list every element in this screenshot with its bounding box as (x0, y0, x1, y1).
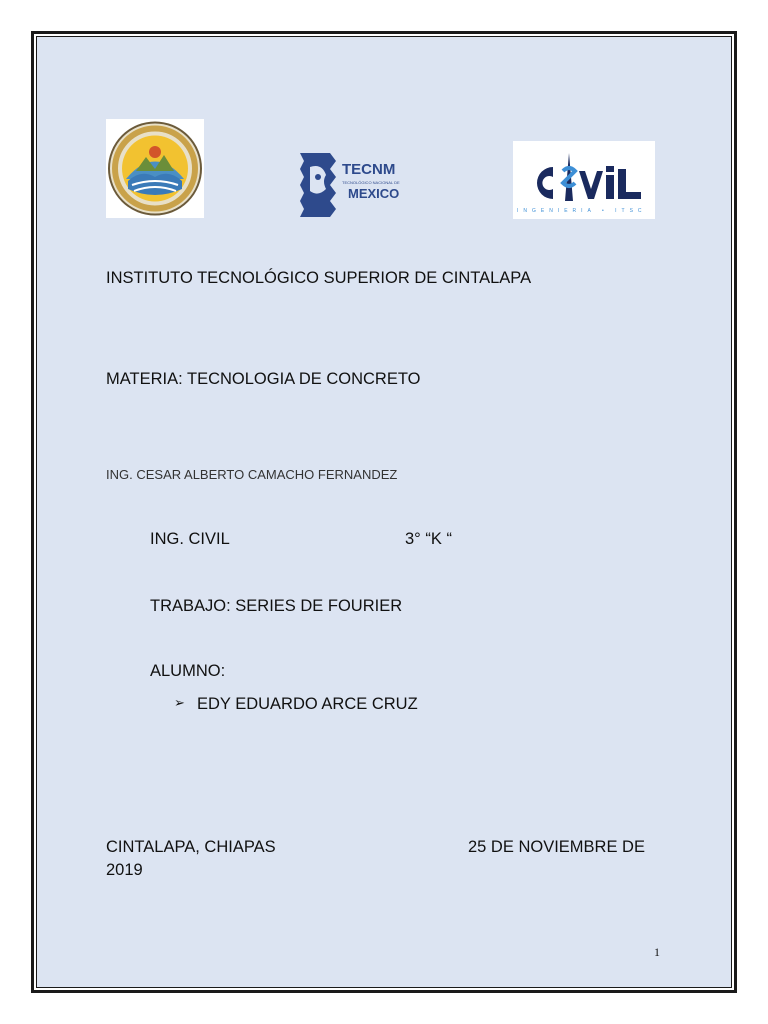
career-label: ING. CIVIL (150, 530, 230, 548)
civil-tagline: INGENIERÍA • ITSC (517, 208, 647, 214)
student-label: ALUMNO: (150, 662, 226, 680)
tecnm-title: TECNM (342, 161, 396, 178)
civil-logo (513, 141, 655, 219)
teacher-name: ING. CESAR ALBERTO CAMACHO FERNANDEZ (106, 467, 398, 482)
place-label: CINTALAPA, CHIAPAS (106, 838, 276, 856)
student-name: EDY EDUARDO ARCE CRUZ (197, 695, 418, 713)
tecnm-subtitle: TECNOLÓGICO NACIONAL DE (342, 180, 400, 185)
work-title: TRABAJO: SERIES DE FOURIER (150, 597, 403, 615)
date-year: 2019 (106, 861, 143, 879)
page-number: 1 (654, 945, 660, 959)
institute-name: INSTITUTO TECNOLÓGICO SUPERIOR DE CINTALAPA (106, 269, 532, 287)
tecnm-country: MEXICO (348, 186, 400, 201)
date-label: 25 DE NOVIEMBRE DE (468, 838, 645, 856)
group-label: 3° “K “ (405, 530, 452, 548)
instituto-seal-logo (106, 119, 204, 218)
student-bullet-icon: ➢ (174, 696, 185, 711)
tecnm-logo (296, 147, 408, 219)
seal-graphic (106, 119, 204, 218)
subject-line: MATERIA: TECNOLOGIA DE CONCRETO (106, 370, 421, 388)
